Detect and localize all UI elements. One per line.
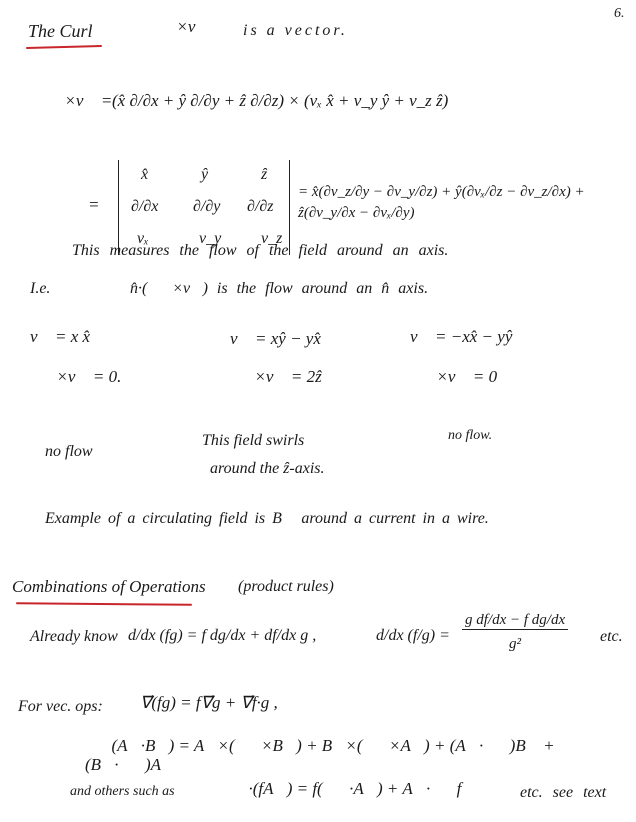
gradient-dot-product-rule: ∇⃗(A⃗·B⃗) = A⃗×(∇⃗×B⃗) + B⃗×(∇⃗×A⃗) + (A⃗·∇⃗)B⃗ + (B⃗·∇⃗)A⃗ (85, 736, 555, 774)
determinant-result: = x̂(∂v_z/∂y − ∂v_y/∂z) + ŷ(∂vₓ/∂z − ∂v_z/∂x) + ẑ(∂v_y/∂x − ∂vₓ/∂y) (298, 184, 585, 221)
example-note: no flow. (448, 428, 493, 443)
det-cell: v_z (261, 230, 283, 247)
others-label: and others such as (70, 784, 175, 799)
page-number: 6. (614, 6, 625, 21)
section-title-combinations: Combinations of Operations (12, 577, 206, 596)
gradient-product-rule: ∇⃗(fg) = f∇⃗g + ∇⃗f·g , (140, 693, 278, 712)
quotient-rule-fraction (462, 612, 568, 652)
title-underline (26, 45, 102, 49)
example-curl: ∇⃗×v⃗ = 0. (30, 367, 122, 386)
example-curl: ∇⃗×v⃗ = 0 (410, 367, 498, 386)
quotient-rule-lhs: d/dx (f/g) = (376, 627, 450, 644)
det-cell: ẑ (261, 166, 268, 183)
ie-text: n̂·(∇⃗×v⃗) is the flow around an n̂ axis. (130, 280, 429, 297)
expansion-rhs: (x̂ ∂/∂x + ŷ ∂/∂y + ẑ ∂/∂z) × (vₓ x̂ + v_y ŷ + v_z ẑ) (112, 91, 449, 110)
quotient-numerator: g df/dx − f dg/dx (462, 612, 568, 630)
determinant-equals: = (88, 195, 100, 214)
det-cell: x̂ (141, 166, 149, 183)
example-note: This field swirls (202, 432, 305, 449)
det-cell: v_y (199, 230, 222, 247)
det-cell: ∂/∂z (247, 198, 274, 215)
det-cell: vₓ (137, 230, 149, 247)
circulating-example: Example of a circulating field is B⃗ around a current in a wire. (45, 510, 489, 527)
title-underline (16, 602, 192, 606)
section-title-curl: The Curl (28, 21, 93, 41)
determinant (118, 160, 290, 255)
see-text-note: etc. see text (520, 784, 607, 801)
quotient-denominator: g² (509, 635, 522, 652)
product-rule: d/dx (fg) = f dg/dx + df/dx g , (128, 627, 317, 644)
det-cell: ∂/∂x (131, 198, 159, 215)
divergence-product-rule: ∇⃗·(fA⃗) = f(∇⃗·A⃗) + A⃗·∇⃗f (222, 779, 462, 798)
example-field: v⃗ = x x̂ (30, 327, 91, 346)
already-know-label: Already know (30, 628, 118, 645)
expansion-lhs: ∇⃗×v⃗ = (38, 91, 113, 110)
is-vector-text: is a vector. (243, 22, 348, 39)
det-cell: ŷ (201, 166, 209, 183)
example-note-2: around the ẑ-axis. (210, 460, 325, 477)
combinations-subtitle: (product rules) (238, 578, 334, 595)
example-curl: ∇⃗×v⃗ = 2ẑ (228, 367, 322, 386)
example-field: v⃗ = −xx̂ − yŷ (410, 327, 513, 346)
vec-ops-label: For vec. ops: (18, 698, 103, 715)
det-cell: ∂/∂y (193, 198, 221, 215)
etc-text: etc. (600, 628, 623, 645)
ie-label: I.e. (30, 280, 51, 297)
example-note: no flow (45, 443, 93, 460)
curl-meaning: This measures the flow of the field around an axis. (72, 242, 449, 259)
curl-operator: ∇⃗×v⃗ (150, 17, 209, 36)
example-field: v⃗ = xŷ − yx̂ (230, 329, 321, 348)
